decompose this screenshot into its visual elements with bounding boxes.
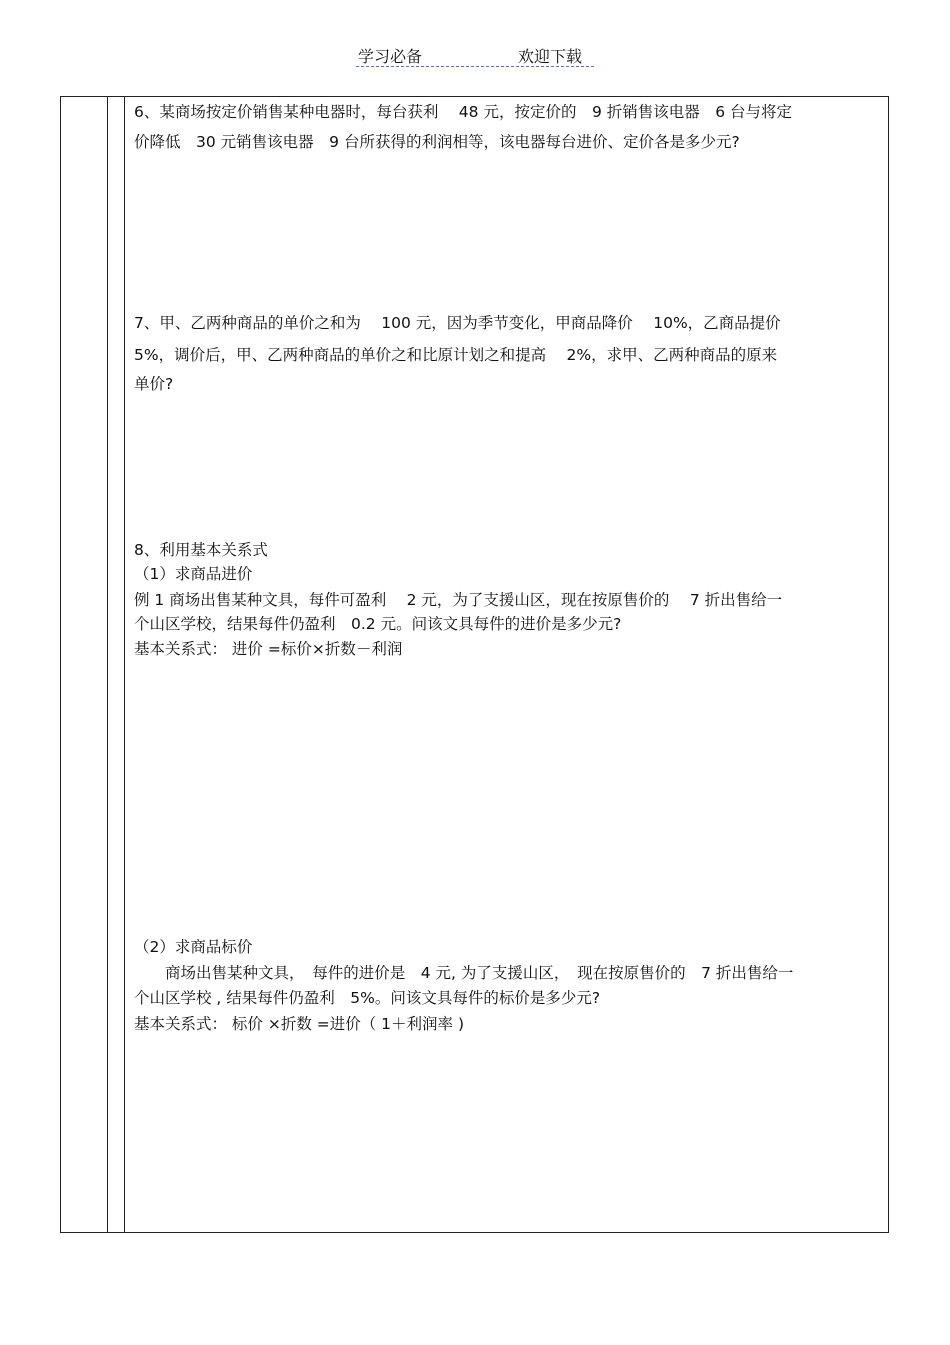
- q7-line-2: 5%，调价后，甲、乙两种商品的单价之和比原计划之和提高 2%，求甲、乙两种商品的原来: [134, 346, 778, 364]
- q8-subtitle-2: （2）求商品标价: [134, 938, 253, 956]
- q8-example2-line-1: 商场出售某种文具， 每件的进价是 4 元, 为了支援山区， 现在按原售价的 7 折出售给一: [134, 964, 794, 982]
- q7-line-3: 单价?: [134, 375, 174, 393]
- q8-title: 8、利用基本关系式: [134, 541, 268, 559]
- q6-line-2: 价降低 30 元销售该电器 9 台所获得的利润相等，该电器每台进价、定价各是多少元?: [134, 133, 740, 151]
- page-header: [356, 42, 594, 67]
- column-divider-1: [107, 97, 108, 1232]
- q8-example2-line-2: 个山区学校 , 结果每件仍盈利 5%。问该文具每件的标价是多少元?: [134, 989, 601, 1007]
- q8-subtitle-1: （1）求商品进价: [134, 565, 253, 583]
- column-divider-2: [124, 97, 125, 1232]
- q8-relation-1: 基本关系式： 进价 =标价×折数－利润: [134, 640, 403, 658]
- worksheet-table: [60, 96, 889, 1233]
- q8-example1-line-2: 个山区学校，结果每件仍盈利 0.2 元。问该文具每件的进价是多少元?: [134, 615, 622, 633]
- q6-line-1: 6、某商场按定价销售某种电器时，每台获利 48 元，按定价的 9 折销售该电器 6 台与将定: [134, 103, 793, 121]
- q7-line-1: 7、甲、乙两种商品的单价之和为 100 元，因为季节变化，甲商品降价 10%，乙商品提价: [134, 314, 781, 332]
- q8-relation-2: 基本关系式： 标价 ×折数 =进价（ 1＋利润率 ): [134, 1015, 465, 1033]
- header-right-text: 欢迎下载: [518, 47, 583, 66]
- q8-example1-line-1: 例 1 商场出售某种文具，每件可盈利 2 元，为了支援山区，现在按原售价的 7 折出售给一: [134, 591, 783, 609]
- header-left-text: 学习必备: [358, 47, 423, 66]
